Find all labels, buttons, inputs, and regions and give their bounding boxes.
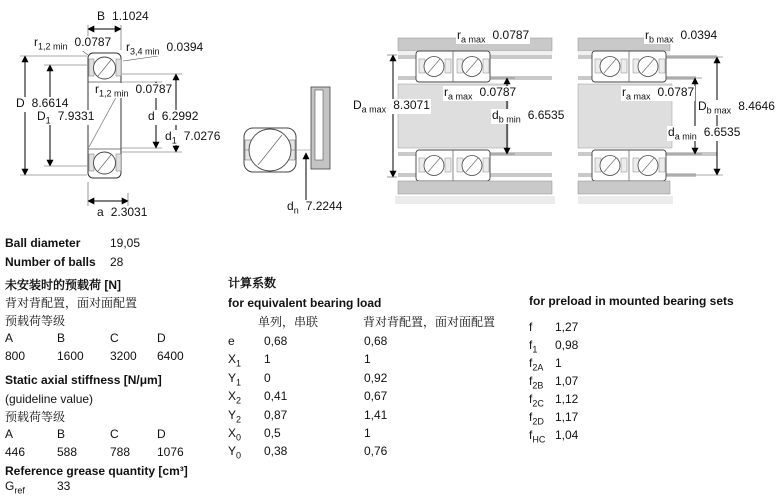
dim-r34: $r_{3,4 min}$ 0.0394	[126, 40, 204, 57]
specs-column	[5, 233, 225, 502]
dim-Db-max: $D_{b max}$ 8.4646	[698, 99, 775, 116]
calc-row: $Y_1$ 0 0,92	[228, 371, 388, 388]
dim-d1: $d_1$ 7.0276	[165, 129, 221, 146]
preload-factor-row: $f_{2D}$ 1,17	[529, 410, 579, 427]
stiffness-value-b: 588	[57, 445, 78, 459]
preload-factor-row: $f_{HC}$ 1,04	[529, 428, 579, 445]
preload-header-a: A	[5, 331, 14, 345]
calc-row: $Y_2$ 0,87 1,41	[228, 408, 388, 425]
stiffness-header-b: B	[57, 427, 66, 441]
calc-title: 计算系数	[228, 276, 277, 290]
stiffness-class-label: 预载荷等级	[5, 410, 66, 424]
calc-header-col2: 背对背配置，面对面配置	[363, 315, 496, 329]
preload-factor-row: $f_{2A}$ 1	[529, 356, 562, 373]
stiffness-header-d: D	[157, 427, 166, 441]
preload-header-c: C	[110, 331, 119, 345]
ball-diameter-label: Ball diameter	[5, 236, 81, 250]
ball	[600, 156, 620, 176]
preload-value-a: 800	[5, 349, 26, 363]
dim-d: d 6.2992	[147, 110, 199, 125]
dim-ra-mid-right: $r_{a max}$ 0.0787	[622, 85, 695, 102]
calc-header-row	[228, 315, 495, 329]
dim-db-min: $d_{b min}$ 6.6535	[492, 108, 565, 125]
calc-header-col1: 单列，串联	[258, 315, 319, 329]
stiffness-header-a: A	[5, 427, 14, 441]
ball	[424, 57, 444, 77]
calc-factors-column	[228, 272, 523, 472]
mounted-pair-drawing-right	[578, 38, 723, 204]
dim-dn: $d_n$ 7.2244	[287, 199, 343, 216]
stiffness-header-c: C	[110, 427, 119, 441]
dim-D: D 8.6614	[15, 97, 69, 112]
grease-row	[5, 479, 70, 497]
ball	[638, 156, 658, 176]
ball	[462, 57, 482, 77]
calc-subtitle: for equivalent bearing load	[228, 296, 382, 310]
dim-D1: $D_1$ 7.9331	[37, 109, 95, 126]
stiffness-headers	[5, 427, 166, 441]
preload-title: 未安装时的预载荷 [N]	[5, 278, 121, 292]
spec-row-number-of-balls	[5, 255, 123, 269]
stiffness-value-a: 446	[5, 445, 26, 459]
dim-a: a 2.3031	[96, 206, 148, 221]
gref-value: 33	[57, 479, 71, 493]
preload-factor-row: $f_{2B}$ 1,07	[529, 374, 579, 391]
dim-ra-mid-left: $r_{a max}$ 0.0787	[444, 85, 517, 102]
ball	[638, 57, 658, 77]
dim-B: B 1.1024	[96, 10, 150, 25]
preload-value-d: 6400	[157, 349, 184, 363]
preload-factors-title: for preload in mounted bearing sets	[529, 294, 734, 308]
ball	[424, 156, 444, 176]
calc-row: $X_0$ 0,5 1	[228, 426, 371, 443]
spec-row-ball-diameter	[5, 236, 140, 250]
preload-factor-row: $f_{2C}$ 1,12	[529, 392, 579, 409]
grease-title: Reference grease quantity [cm³]	[5, 464, 188, 478]
dim-r12-mid: $r_{1,2 min}$ 0.0787	[95, 82, 173, 99]
bearing-front-view-drawing	[244, 87, 330, 202]
dim-rb-top: $r_{b max}$ 0.0394	[645, 28, 718, 45]
ball	[462, 156, 482, 176]
stiffness-value-c: 788	[110, 445, 131, 459]
number-of-balls-label: Number of balls	[5, 255, 96, 269]
stiffness-subtitle: (guideline value)	[5, 392, 94, 406]
dim-r12-top: $r_{1,2 min}$ 0.0787	[34, 35, 112, 52]
preload-header-d: D	[157, 331, 166, 345]
preload-factors-column	[529, 292, 779, 452]
preload-value-c: 3200	[110, 349, 137, 363]
preload-class-label: 预载荷等级	[5, 314, 66, 328]
calc-row: e 0,68 0,68	[228, 334, 388, 348]
preload-value-b: 1600	[57, 349, 84, 363]
dim-ra-top-left: $r_{a max}$ 0.0787	[457, 28, 530, 45]
stiffness-values	[5, 445, 184, 459]
calc-row: $X_1$ 1 1	[228, 352, 371, 369]
number-of-balls-value: 28	[110, 255, 124, 269]
ball-diameter-value: 19,05	[110, 236, 141, 250]
preload-factor-row: $f_1$ 0,98	[529, 338, 579, 355]
ball	[600, 57, 620, 77]
preload-subtitle: 背对背配置，面对面配置	[5, 296, 138, 310]
preload-headers	[5, 331, 166, 345]
dim-da-min: $d_{a min}$ 6.6535	[668, 125, 741, 142]
dim-Da-max: $D_{a max}$ 8.3071	[353, 98, 430, 115]
gref-label: $G_{ref}$	[5, 479, 25, 496]
calc-row: $Y_0$ 0,38 0,76	[228, 444, 388, 461]
preload-factor-row: f 1,27	[529, 320, 579, 334]
stiffness-value-d: 1076	[157, 445, 184, 459]
calc-row: $X_2$ 0,41 0,67	[228, 389, 388, 406]
stiffness-title: Static axial stiffness [N/μm]	[5, 373, 162, 387]
preload-header-b: B	[57, 331, 66, 345]
preload-values	[5, 349, 184, 363]
